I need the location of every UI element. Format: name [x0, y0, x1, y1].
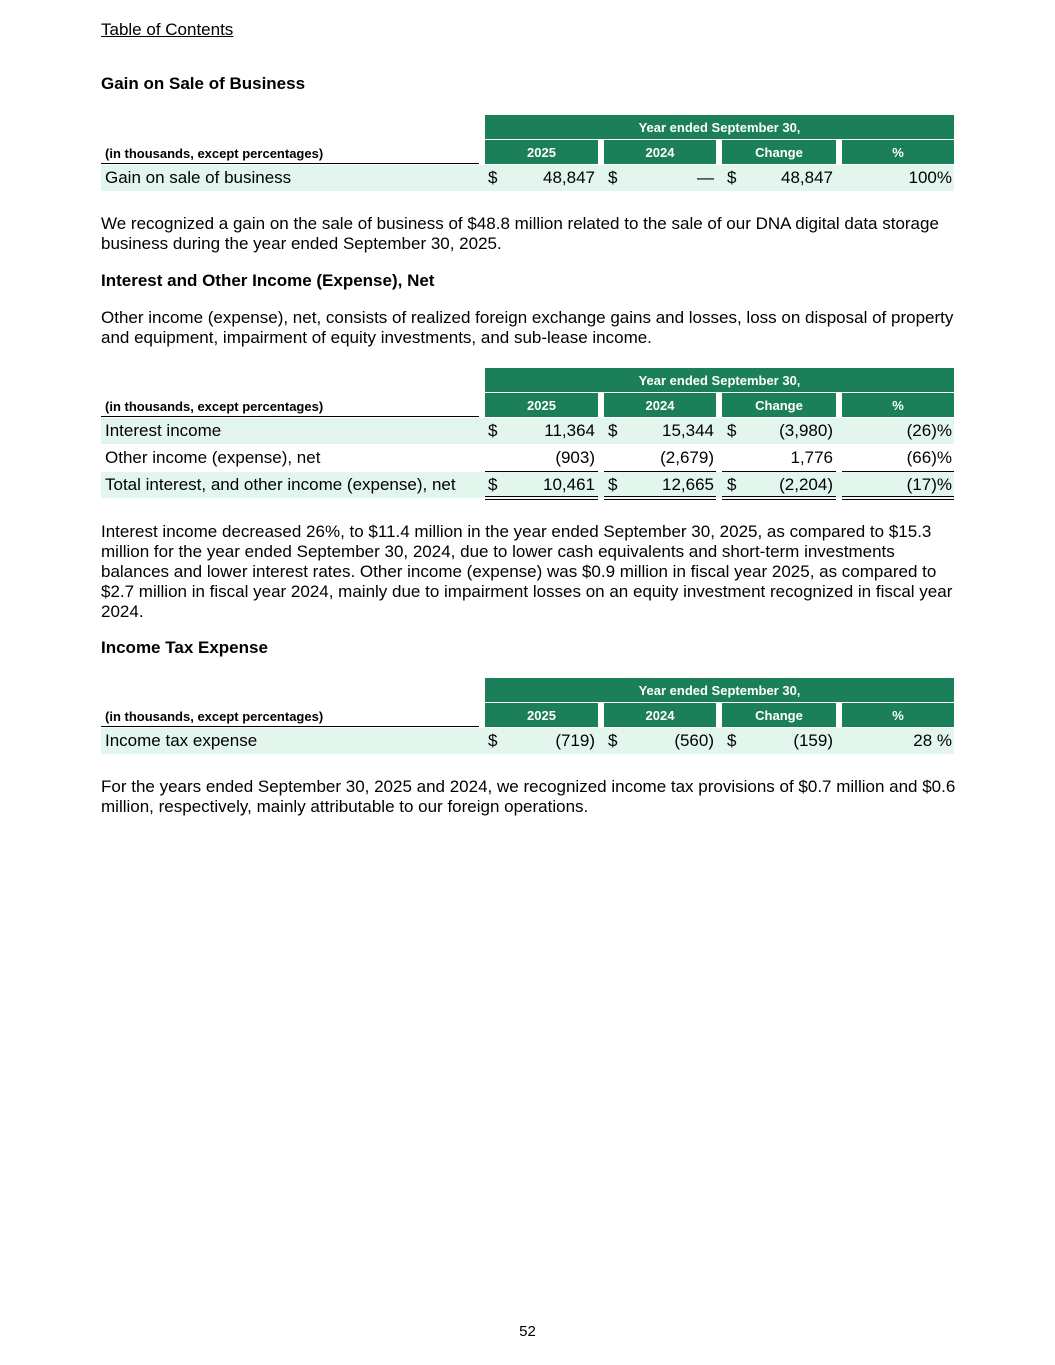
value-change: (2,204) [779, 475, 833, 494]
tax-table [101, 678, 954, 754]
page-number: 52 [519, 1323, 536, 1340]
value-2025: (719) [555, 731, 595, 750]
value-change: (3,980) [779, 421, 833, 440]
col-header-2024: 2024 [604, 703, 716, 727]
currency-symbol: $ [488, 475, 498, 494]
currency-symbol: $ [488, 168, 498, 187]
col-header-2024: 2024 [604, 393, 716, 417]
currency-symbol: $ [608, 168, 618, 187]
col-header-change: Change [722, 703, 836, 727]
table-of-contents-link[interactable]: Table of Contents [101, 20, 234, 39]
col-header-2024: 2024 [604, 140, 716, 164]
value-percent: 28 % [913, 731, 952, 750]
table-row [101, 418, 954, 444]
table-row [101, 728, 954, 754]
row-label: Total interest, and other income (expense), net [105, 475, 456, 494]
value-2024: 12,665 [662, 475, 714, 494]
currency-symbol: $ [727, 475, 737, 494]
interest-table [101, 368, 954, 503]
divider [101, 416, 479, 417]
col-header-change: Change [722, 140, 836, 164]
col-header-pct: % [842, 703, 954, 727]
currency-symbol: $ [727, 421, 737, 440]
gain-section-heading: Gain on Sale of Business [101, 74, 306, 93]
value-2025: 11,364 [544, 421, 595, 440]
value-percent: 100% [908, 168, 952, 187]
col-header-pct: % [842, 393, 954, 417]
value-2025: 10,461 [543, 475, 595, 494]
divider [101, 726, 479, 727]
currency-symbol: $ [727, 731, 737, 750]
col-header-2025: 2025 [485, 140, 598, 164]
divider [604, 496, 716, 497]
unit-label: (in thousands, except percentages) [105, 399, 324, 414]
currency-symbol: $ [727, 168, 737, 187]
divider [485, 499, 598, 500]
value-2024: (2,679) [660, 448, 714, 467]
col-header-2025: 2025 [485, 703, 598, 727]
gain-paragraph: We recognized a gain on the sale of business of $48.8 million related to the sale of our DNA digital data storage business during the year ended September 30, 2025. [101, 214, 939, 253]
table-row [101, 472, 954, 498]
currency-symbol: $ [608, 475, 618, 494]
value-2024: — [697, 168, 714, 187]
tax-paragraph: For the years ended September 30, 2025 and 2024, we recognized income tax provisions of $0.7 million and $0.6 million, respectively, mainly attributable to our foreign operations. [101, 777, 956, 816]
gain-table [101, 115, 954, 191]
currency-symbol: $ [608, 731, 618, 750]
period-header: Year ended September 30, [485, 115, 954, 139]
value-change: (159) [793, 731, 833, 750]
value-percent: (66)% [906, 448, 952, 467]
currency-symbol: $ [608, 421, 618, 440]
interest-paragraph: Interest income decreased 26%, to $11.4 million in the year ended September 30, 2025, as compared to $15.3 million for the year ended September 30, 2024, due to lower cash equivalents and short-term investments balances and lower interest rates. Other income (expense) was $0.9 million in fiscal year 2025, as compared to $2.7 million in fiscal year 2024, mainly due to impairment losses on an equity investment recognized in fiscal year 2024. [101, 522, 953, 621]
divider [604, 499, 716, 500]
interest-intro-paragraph: Other income (expense), net, consists of realized foreign exchange gains and losses, loss on disposal of property and equipment, impairment of equity investments, and sub-lease income. [101, 308, 954, 347]
col-header-2025: 2025 [485, 393, 598, 417]
period-header: Year ended September 30, [485, 678, 954, 702]
table-row [101, 165, 954, 191]
divider [842, 499, 954, 500]
unit-label: (in thousands, except percentages) [105, 146, 324, 161]
value-2024: (560) [674, 731, 714, 750]
col-header-change: Change [722, 393, 836, 417]
value-2024: 15,344 [662, 421, 714, 440]
col-header-pct: % [842, 140, 954, 164]
value-change: 1,776 [790, 448, 833, 467]
divider [485, 496, 598, 497]
row-label: Other income (expense), net [105, 448, 321, 467]
divider [722, 496, 836, 497]
row-label: Gain on sale of business [105, 168, 292, 187]
row-label: Income tax expense [105, 731, 258, 750]
value-change: 48,847 [781, 168, 833, 187]
unit-label: (in thousands, except percentages) [105, 709, 324, 724]
interest-section-heading: Interest and Other Income (Expense), Net [101, 271, 435, 290]
currency-symbol: $ [488, 421, 498, 440]
value-2025: (903) [555, 448, 595, 467]
divider [101, 163, 479, 164]
divider [722, 499, 836, 500]
tax-section-heading: Income Tax Expense [101, 638, 268, 657]
value-percent: (26)% [906, 421, 952, 440]
currency-symbol: $ [488, 731, 498, 750]
table-row [101, 445, 954, 471]
divider [842, 496, 954, 497]
row-label: Interest income [105, 421, 222, 440]
value-2025: 48,847 [543, 168, 595, 187]
period-header: Year ended September 30, [485, 368, 954, 392]
value-percent: (17)% [906, 475, 952, 494]
